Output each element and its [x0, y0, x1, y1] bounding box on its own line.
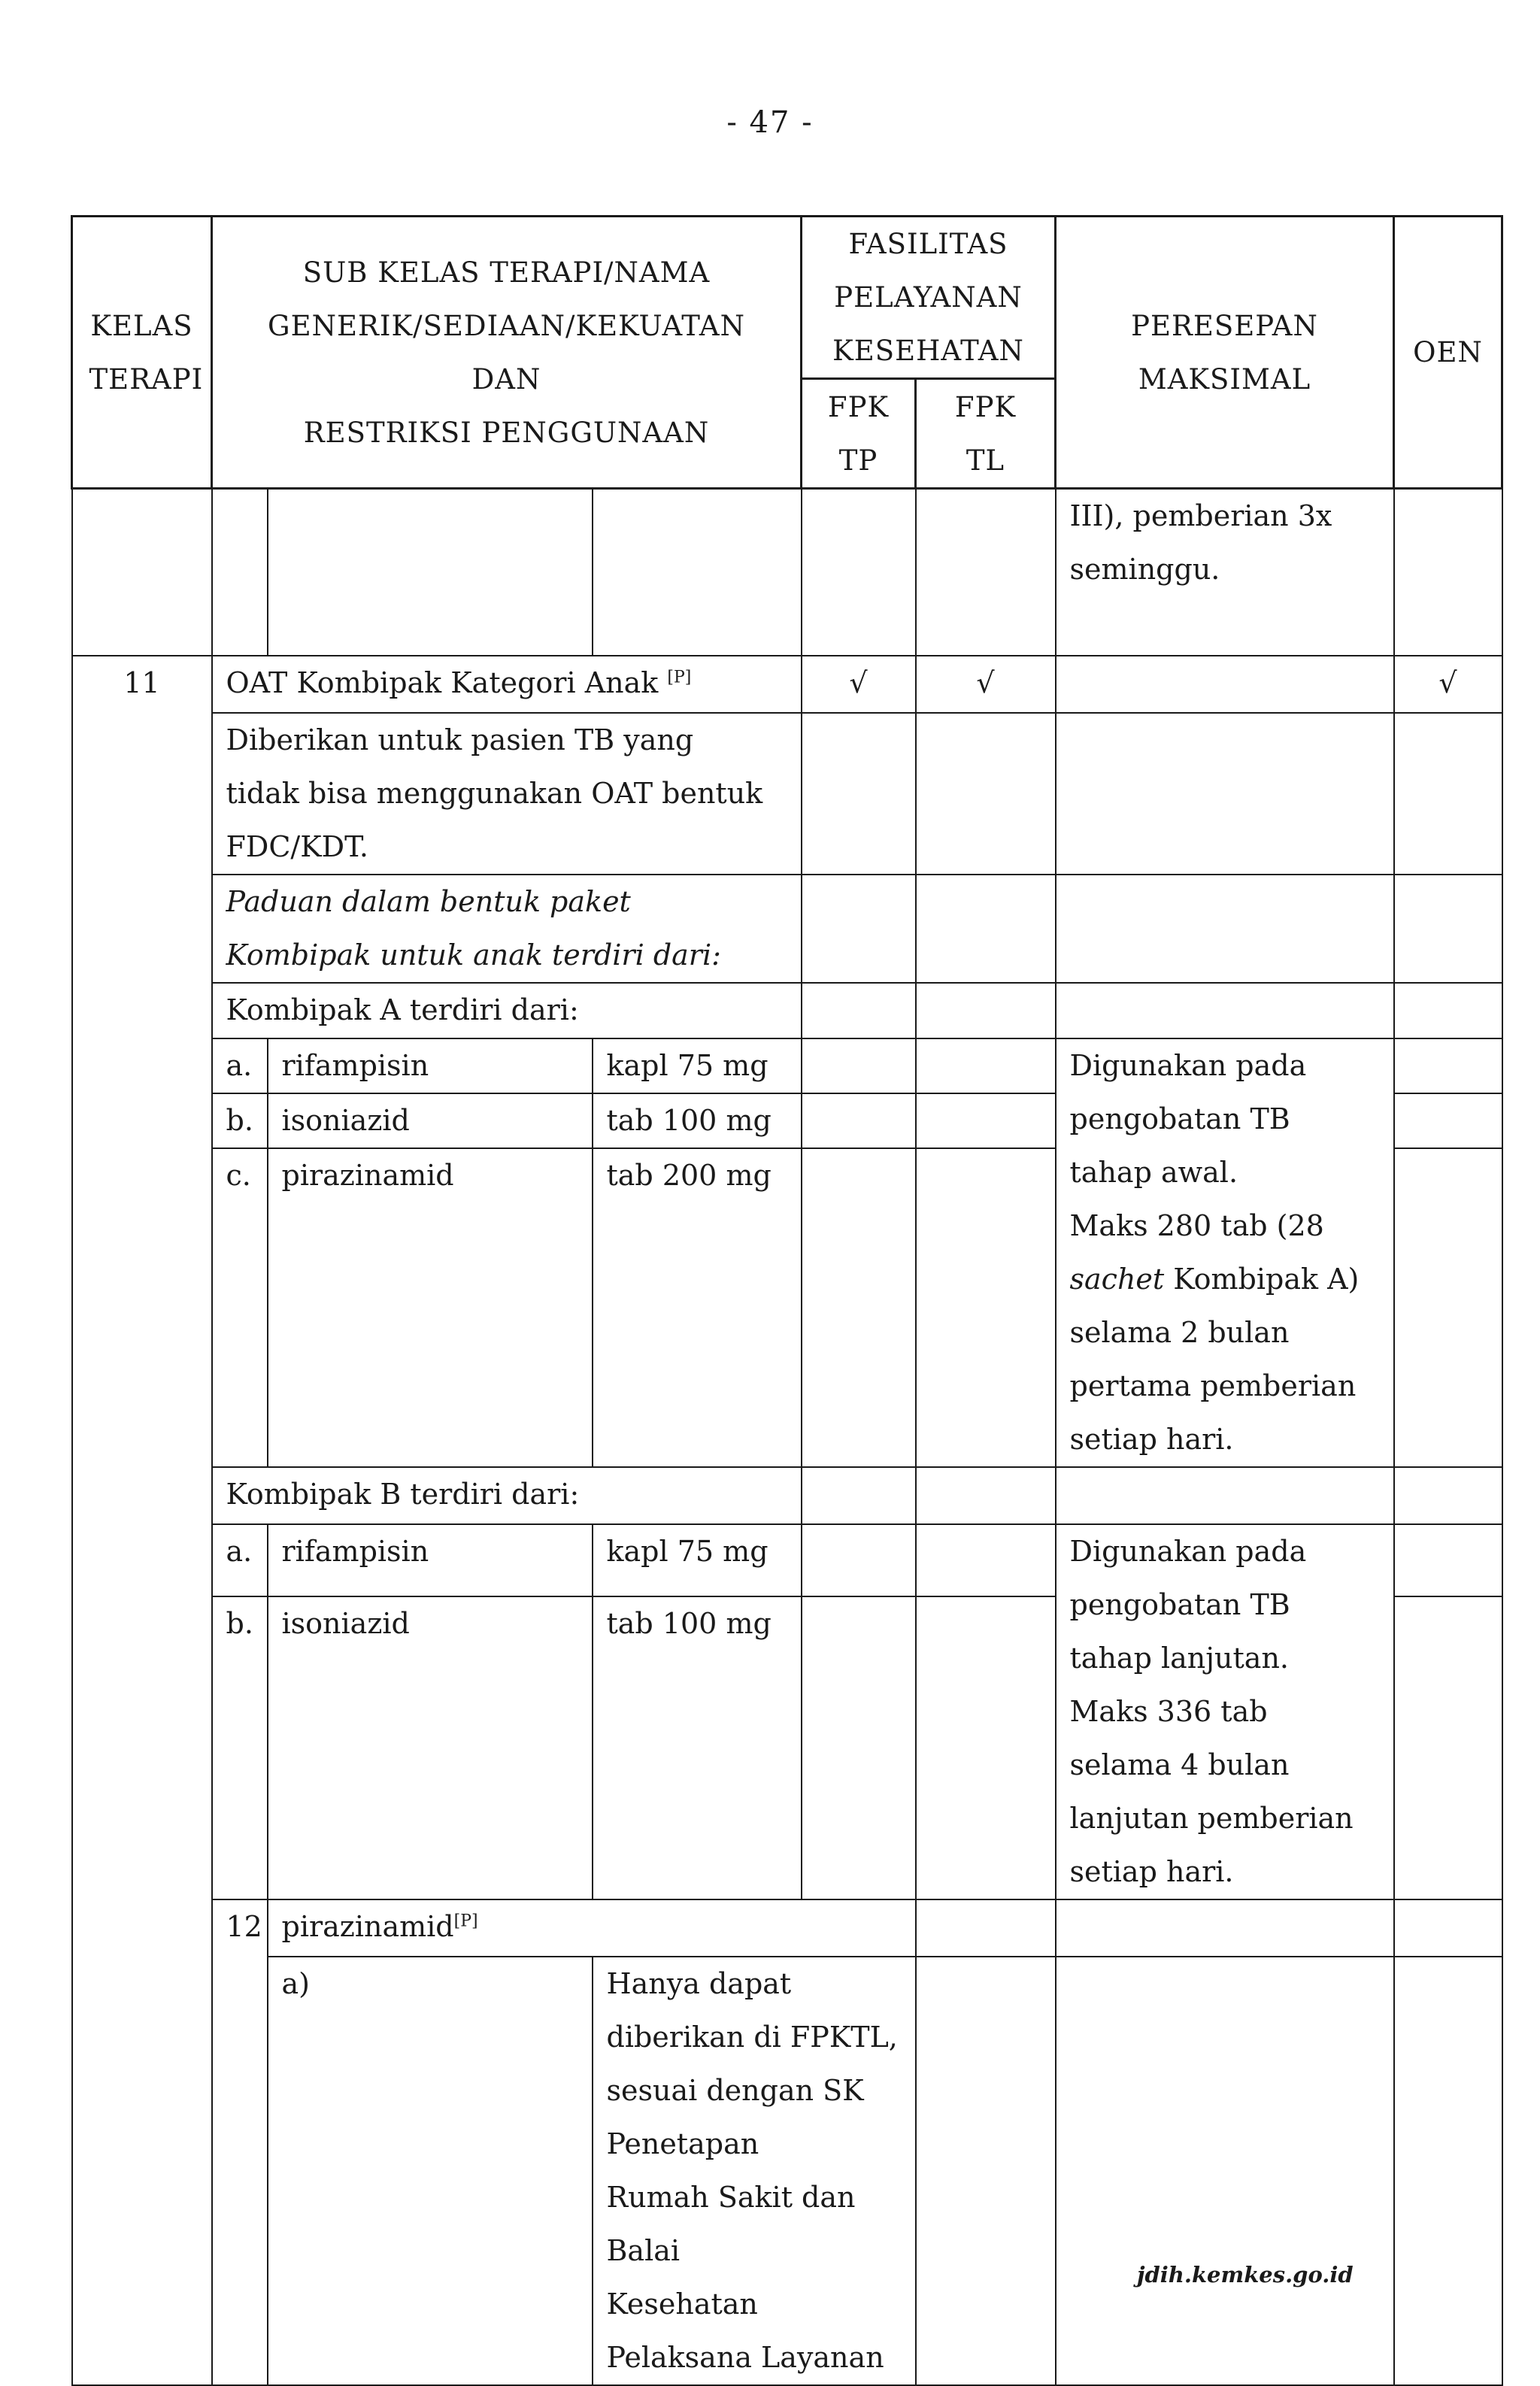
drug-name: isoniazid	[268, 1093, 593, 1148]
item-letter: a.	[212, 1524, 268, 1597]
item-letter: c.	[212, 1148, 268, 1467]
kombipak-b-peresepan: Digunakan pada pengobatan TB tahap lanjutan. Maks 336 tab selama 4 bulan lanjutan pemberian setiap hari.	[1056, 1524, 1394, 1899]
table-row	[72, 713, 1502, 875]
drug-name: pirazinamid	[268, 1148, 593, 1467]
drug-strength: tab 200 mg	[593, 1148, 802, 1467]
cell-empty	[1056, 656, 1394, 713]
fpk-tp-check: √	[802, 656, 916, 713]
oen-check: √	[1394, 656, 1502, 713]
table-row	[72, 875, 1502, 983]
page-number: - 47 -	[726, 105, 814, 140]
item-paduan: Paduan dalam bentuk paket Kombipak untuk anak terdiri dari:	[212, 875, 802, 983]
item-title: OAT Kombipak Kategori Anak [P]	[212, 656, 802, 713]
header-sub-kelas: SUB KELAS TERAPI/NAMA GENERIK/SEDIAAN/KEKUATAN DAN RESTRIKSI PENGGUNAAN	[212, 217, 802, 489]
item-letter: b.	[212, 1093, 268, 1148]
header-fpk-tl: FPK TL	[916, 379, 1056, 489]
item-number: 12	[212, 1899, 268, 2385]
continuation-row	[72, 489, 1502, 656]
kombipak-a-label: Kombipak A terdiri dari:	[212, 983, 802, 1038]
drug-strength: kapl 75 mg	[593, 1524, 802, 1597]
item-letter: a.	[212, 1038, 268, 1093]
header-fpk-tp: FPK TP	[802, 379, 916, 489]
cell-empty	[1394, 489, 1502, 656]
cell-empty	[268, 489, 593, 656]
header-kelas-terapi: KELAS TERAPI	[72, 217, 212, 489]
fpk-tl-check: √	[916, 656, 1056, 713]
kombipak-a-peresepan: Digunakan pada pengobatan TB tahap awal. Maks 280 tab (28 sachet Kombipak A) selama 2 bulan pertama pemberian setiap hari.	[1056, 1038, 1394, 1467]
table-row	[72, 1524, 1502, 1597]
header-fasilitas: FASILITAS PELAYANAN KESEHATAN	[802, 217, 1056, 379]
restriction-letter: a)	[268, 1957, 593, 2385]
cell-empty	[593, 489, 802, 656]
item-description: Diberikan untuk pasien TB yang tidak bisa menggunakan OAT bentuk FDC/KDT.	[212, 713, 802, 875]
kombipak-b-label: Kombipak B terdiri dari:	[212, 1467, 802, 1524]
table-row	[72, 1467, 1502, 1524]
drug-strength: kapl 75 mg	[593, 1038, 802, 1093]
cell-empty	[802, 489, 916, 656]
item-title: pirazinamid[P]	[268, 1899, 916, 1957]
cell-empty	[72, 489, 212, 656]
continuation-peresepan: III), pemberian 3x seminggu.	[1056, 489, 1394, 656]
cell-empty	[916, 489, 1056, 656]
table-row	[72, 1899, 1502, 1957]
table-row	[72, 656, 1502, 713]
table-row	[72, 1038, 1502, 1093]
drug-strength: tab 100 mg	[593, 1093, 802, 1148]
table-row	[72, 983, 1502, 1038]
table-row	[72, 1957, 1502, 2385]
header-peresepan: PERESEPAN MAKSIMAL	[1056, 217, 1394, 489]
drug-strength: tab 100 mg	[593, 1596, 802, 1899]
footer-source: jdih.kemkes.go.id	[1137, 2262, 1354, 2287]
header-oen: OEN	[1394, 217, 1502, 489]
item-letter: b.	[212, 1596, 268, 1899]
drug-name: isoniazid	[268, 1596, 593, 1899]
drug-name: rifampisin	[268, 1524, 593, 1597]
restriction-text: Hanya dapat diberikan di FPKTL, sesuai dengan SK Penetapan Rumah Sakit dan Balai Kesehatan Pelaksana Layanan	[593, 1957, 916, 2385]
drug-name: rifampisin	[268, 1038, 593, 1093]
item-number: 11	[72, 656, 212, 2385]
cell-empty	[212, 489, 268, 656]
formulary-table	[71, 215, 1503, 2386]
